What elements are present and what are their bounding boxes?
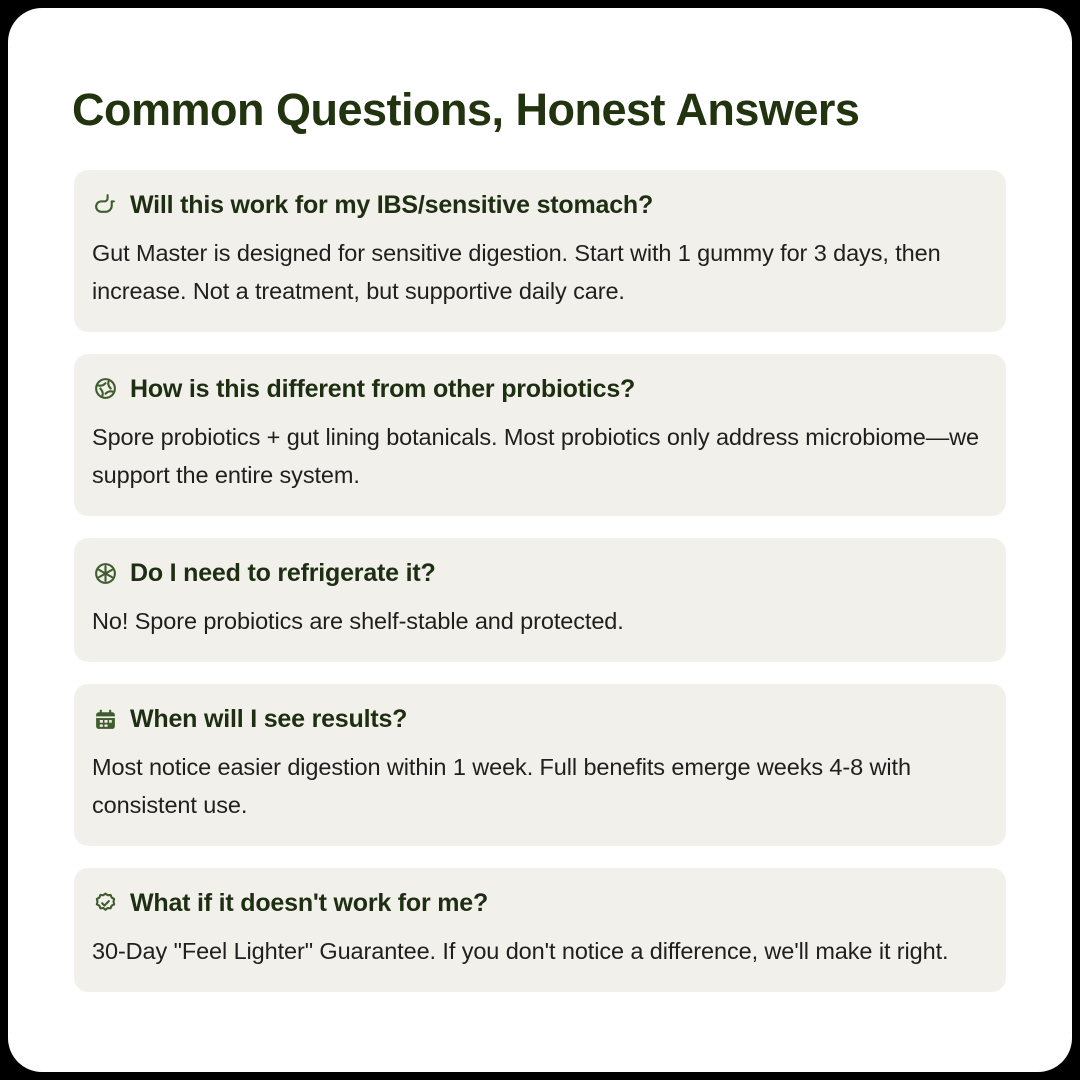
badge-check-icon [92,890,119,917]
stomach-icon [92,191,119,218]
faq-card [8,8,1072,1072]
faq-question-row [92,888,988,918]
faq-question-row [92,558,988,588]
faq-answer: Most notice easier digestion within 1 week. Full benefits emerge weeks 4-8 with consistent use. [92,754,911,819]
faq-question-row [92,190,988,220]
faq-question: What if it doesn't work for me? [130,889,489,918]
faq-question: Do I need to refrigerate it? [130,559,436,587]
faq-answer: Spore probiotics + gut lining botanicals. Most probiotics only address microbiome—we support the entire system. [92,423,979,488]
faq-question: Will this work for my IBS/sensitive stomach? [130,190,654,219]
faq-answer: No! Spore probiotics are shelf-stable and protected. [92,608,624,634]
faq-answer: Gut Master is designed for sensitive digestion. Start with 1 gummy for 3 days, then increase. Not a treatment, but supportive daily care. [92,239,941,304]
faq-question-row [92,704,988,734]
faq-answer: 30-Day "Feel Lighter" Guarantee. If you don't notice a difference, we'll make it right. [92,938,949,965]
calendar-icon [92,706,119,733]
faq-list [8,136,1072,993]
faq-item[interactable] [74,684,1006,846]
faq-item[interactable] [74,170,1006,332]
faq-item[interactable] [74,868,1006,992]
page-title: Common Questions, Honest Answers [72,84,860,135]
faq-item[interactable] [74,538,1006,662]
snowflake-icon [92,560,119,587]
faq-question-row [92,374,988,404]
faq-question: When will I see results? [130,705,408,734]
microbe-icon [92,375,119,402]
faq-question: How is this different from other probiotics? [130,374,636,403]
faq-item[interactable] [74,354,1006,516]
